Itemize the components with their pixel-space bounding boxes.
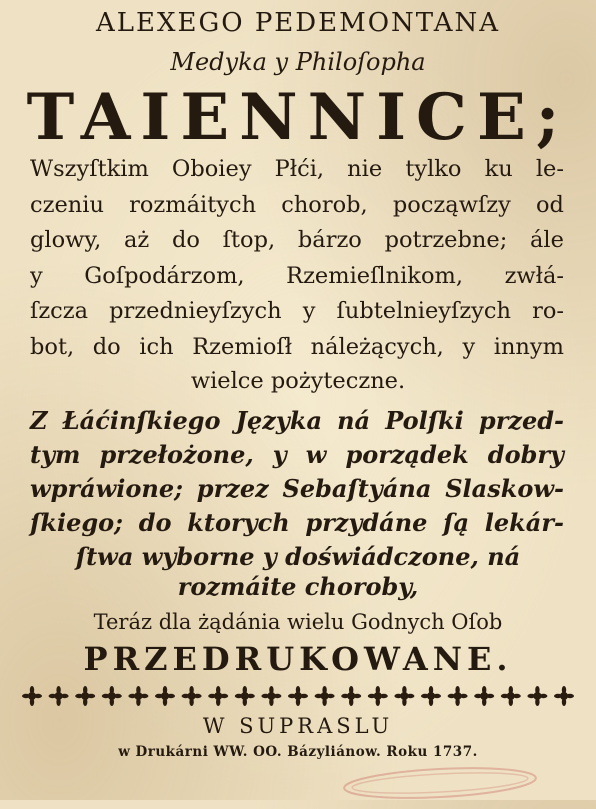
body-word: zwłá- [504, 262, 564, 289]
italic-word: Sebaſtyána [282, 474, 432, 503]
italic-word: ſą [443, 508, 470, 537]
body-word: chorob, [281, 191, 368, 218]
fleuron-icon [448, 686, 468, 706]
body-word: náleżących, [310, 333, 444, 360]
fleuron-icon [368, 686, 388, 706]
body-word: tylko [405, 156, 462, 182]
fleuron-icon [182, 686, 202, 706]
library-stamp [339, 761, 541, 805]
italic-word: ná [337, 406, 371, 435]
body-word: Rzemioſł [192, 333, 292, 360]
italic-word: y [272, 440, 287, 469]
fleuron-icon [261, 686, 281, 706]
italic-word: Slaskow- [445, 474, 564, 503]
italic-line [30, 508, 564, 537]
body-word: ſubtelnieyſzych [336, 298, 511, 324]
italic-word: ſkiego; [30, 508, 123, 537]
body-line [30, 225, 564, 255]
body-word: od [536, 191, 564, 218]
body-word: rozmáitych [129, 191, 257, 218]
italic-center-line-2: rozmáite choroby, [177, 572, 419, 601]
body-line [30, 154, 564, 184]
body-word: Goſpodárzom, [84, 262, 245, 289]
italic-word: do [138, 508, 172, 537]
body-word: ſtop, [222, 227, 276, 253]
italic-word: przed- [478, 406, 564, 435]
body-word: bot, [30, 333, 75, 360]
body-word: ro- [532, 298, 564, 324]
italic-center-line-1: ſtwa wyborne y doświádczone, ná [75, 542, 521, 571]
body-word: bárzo [297, 227, 362, 253]
body-word: le- [535, 156, 564, 182]
italic-word: Języka [235, 406, 323, 435]
fleuron-icon [22, 686, 42, 706]
fleuron-icon [235, 686, 255, 706]
italic-word: tym [30, 440, 81, 469]
italic-line [30, 440, 564, 469]
fleuron-icon [208, 686, 228, 706]
body-word: innym [493, 333, 564, 360]
body-word: Oboiey [171, 156, 252, 182]
body-word: ich [139, 333, 174, 360]
fleuron-icon [527, 686, 547, 706]
author-subtitle: Medyka y Philoſopha [170, 48, 426, 76]
body-word: przednieyſzych [109, 298, 282, 324]
book-title: TAIENNICE; [26, 80, 570, 155]
italic-word: przydáne [305, 508, 428, 537]
body-word: Rzemieſlnikom, [286, 262, 463, 289]
body-word: ſzcza [30, 298, 89, 324]
body-last-line: wielce pożyteczne. [190, 368, 406, 394]
italic-word: Łáćinſkiego [62, 406, 221, 435]
body-word: y [462, 333, 476, 360]
fleuron-icon [315, 686, 335, 706]
body-line [30, 296, 564, 326]
italic-word: dobry [487, 440, 564, 469]
fleuron-border-icon [18, 682, 578, 710]
fleuron-icon [341, 686, 361, 706]
italic-word: lekár- [484, 508, 564, 537]
imprint-place: W SUPRASLU [202, 714, 394, 738]
fleuron-icon [501, 686, 521, 706]
body-word: do [92, 333, 121, 360]
body-line [30, 190, 564, 220]
body-word: ále [530, 227, 564, 253]
italic-word: w [305, 440, 327, 469]
reprint-heading: PRZEDRUKOWANE. [83, 640, 513, 678]
fleuron-icon [394, 686, 414, 706]
body-line [30, 261, 564, 291]
body-word: Płći, [274, 156, 325, 182]
fleuron-icon [75, 686, 95, 706]
body-word: y [302, 298, 316, 324]
imprint-printer: w Drukárni WW. OO. Bázyliánow. Roku 1737. [118, 744, 478, 760]
italic-word: przełożone, [99, 440, 254, 469]
italic-word: Z [30, 406, 48, 435]
italic-word: porządek [345, 440, 469, 469]
body-word: czeniu [30, 191, 104, 218]
fleuron-icon [49, 686, 69, 706]
body-word: począwſzy [392, 191, 511, 218]
fleuron-icon [155, 686, 175, 706]
body-word: aż [124, 227, 150, 253]
body-word: do [172, 227, 200, 253]
body-word: Wszyſtkim [30, 156, 149, 182]
author-line: ALEXEGO PEDEMONTANA [95, 8, 501, 38]
fleuron-icon [474, 686, 494, 706]
fleuron-icon [288, 686, 308, 706]
italic-word: przez [196, 474, 269, 503]
italic-word: wpráwione; [30, 474, 183, 503]
body-word: y [30, 262, 43, 289]
body-word: ku [484, 156, 513, 182]
fleuron-icon [421, 686, 441, 706]
body-word: potrzebne; [384, 227, 508, 253]
italic-line [30, 474, 564, 503]
reprint-line: Teráz dla żądánia wielu Godnych Oſob [93, 610, 503, 634]
italic-word: Polſki [385, 406, 464, 435]
fleuron-icon [102, 686, 122, 706]
italic-line [30, 406, 564, 435]
body-word: nie [347, 156, 383, 182]
fleuron-icon [128, 686, 148, 706]
body-word: glowy, [30, 227, 102, 253]
italic-word: ktorych [187, 508, 290, 537]
stamp-icon [339, 761, 541, 805]
body-line [30, 332, 564, 362]
fleuron-icon [554, 686, 574, 706]
